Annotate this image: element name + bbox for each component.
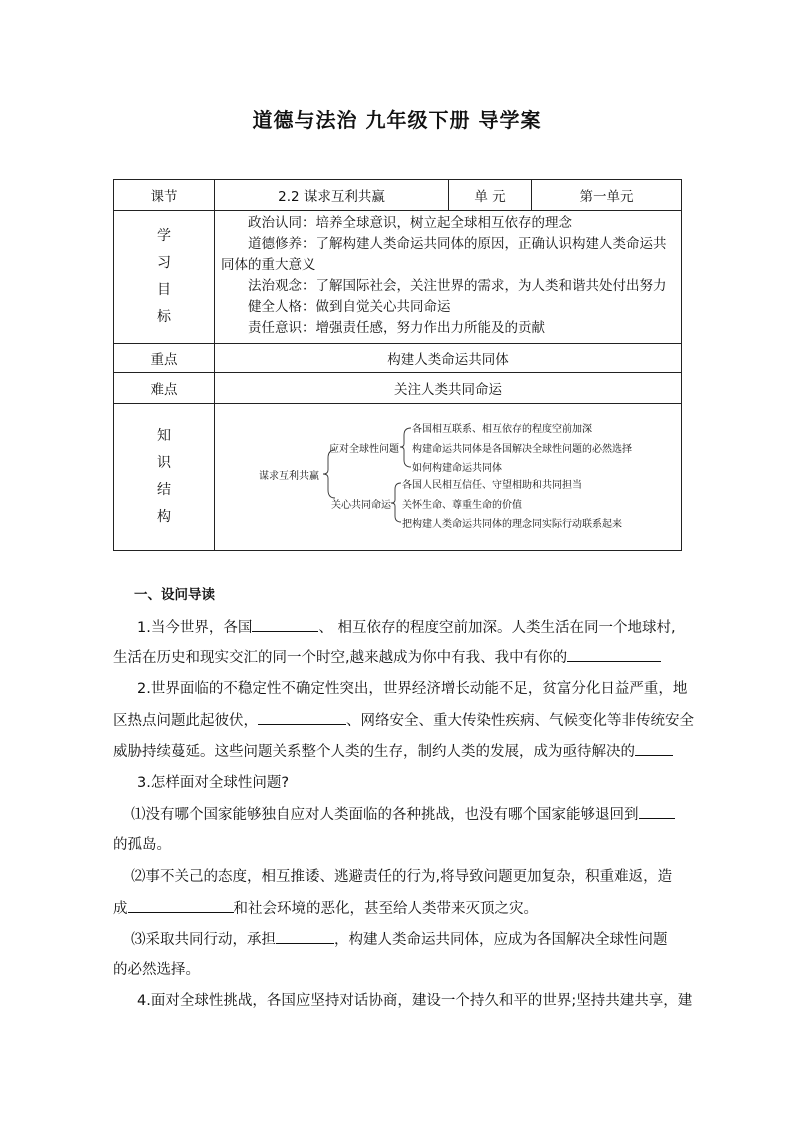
question-3-3-line-2: 的必然选择。 bbox=[113, 962, 200, 978]
branch-global-issues: 应对全球性问题 bbox=[329, 444, 399, 455]
goal-item: 政治认同：培养全球意识，树立起全球相互依存的理念 bbox=[248, 215, 572, 231]
difficulty-value: 关注人类共同命运 bbox=[215, 373, 682, 404]
answer-blank[interactable] bbox=[567, 647, 661, 662]
answer-blank[interactable] bbox=[128, 898, 234, 913]
unit-value: 第一单元 bbox=[532, 180, 682, 211]
document-title: 道德与法治 九年级下册 导学案 bbox=[252, 108, 542, 132]
lesson-value: 2.2 谋求互利共赢 bbox=[215, 180, 449, 211]
question-2-line-1: 2.世界面临的不稳定性不确定性突出，世界经济增长动能不足，贫富分化日益严重，地 bbox=[137, 681, 688, 697]
unit-label: 单 元 bbox=[449, 180, 532, 211]
lesson-label: 课节 bbox=[114, 180, 215, 211]
answer-blank[interactable] bbox=[276, 929, 334, 944]
question-3-3-line-1: ⑶采取共同行动，承担 ，构建人类命运共同体，应成为各国解决全球性问题 bbox=[131, 929, 699, 950]
question-3-2-line-1: ⑵事不关己的态度，相互推诿、逃避责任的行为,将导致问题更加复杂，积重难返，造 bbox=[131, 869, 673, 885]
goal-item: 道德修养：了解构建人类命运共同体的原因，正确认识构建人类命运共 bbox=[248, 236, 667, 252]
goal-item-continued: 同体的重大意义 bbox=[221, 257, 316, 273]
question-1-line-2: 生活在历史和现实交汇的同一个时空,越来越成为你中有我、我中有你的 bbox=[113, 647, 681, 668]
goal-item: 责任意识：增强责任感，努力作出力所能及的贡献 bbox=[248, 320, 545, 336]
root-node: 谋求互利共赢 bbox=[259, 471, 319, 482]
question-3-1-line-2: 的孤岛。 bbox=[113, 837, 171, 853]
branch2-item: 各国人民相互信任、守望相助和共同担当 bbox=[402, 480, 582, 491]
branch1-item: 如何构建命运共同体 bbox=[412, 463, 502, 474]
goal-item: 健全人格：做到自觉关心共同命运 bbox=[248, 299, 451, 315]
question-2-line-2: 区热点问题此起彼伏， 、网络安全、重大传染性疾病、气候变化等非传统安全 bbox=[113, 710, 681, 731]
answer-blank[interactable] bbox=[258, 710, 346, 725]
knowledge-structure-diagram bbox=[215, 404, 682, 551]
difficulty-label: 难点 bbox=[114, 373, 215, 404]
question-2-line-3: 威胁持续蔓延。这些问题关系整个人类的生存，制约人类的发展，成为亟待解决的 bbox=[113, 741, 681, 762]
question-3-1-line-1: ⑴没有哪个国家能够独自应对人类面临的各种挑战，也没有哪个国家能够退回到 bbox=[131, 804, 699, 825]
branch2-item: 把构建人类命运共同体的理念同实际行动联系起来 bbox=[402, 519, 622, 530]
branch1-item: 各国相互联系、相互依存的程度空前加深 bbox=[412, 424, 592, 435]
goals-label: 学 习 目 标 bbox=[114, 211, 215, 344]
key-point-label: 重点 bbox=[114, 344, 215, 373]
answer-blank[interactable] bbox=[635, 741, 673, 756]
question-1-line-1: 1.当今世界，各国 、 相互依存的程度空前加深。人类生活在同一个地球村, bbox=[137, 617, 705, 638]
question-3-2-line-2: 成 和社会环境的恶化，甚至给人类带来灭顶之灾。 bbox=[113, 898, 681, 919]
branch2-item: 关怀生命、尊重生命的价值 bbox=[402, 500, 522, 511]
branch1-item: 构建命运共同体是各国解决全球性问题的必然选择 bbox=[412, 444, 632, 455]
knowledge-structure-label: 知 识 结 构 bbox=[114, 404, 215, 551]
question-3: 3.怎样面对全球性问题? bbox=[137, 775, 290, 791]
key-point-value: 构建人类命运共同体 bbox=[215, 344, 682, 373]
branch-common-destiny: 关心共同命运 bbox=[331, 500, 391, 511]
goal-item: 法治观念：了解国际社会，关注世界的需求，为人类和谐共处付出努力 bbox=[248, 278, 667, 294]
lesson-info-table bbox=[113, 179, 682, 551]
section-title: 一、设问导读 bbox=[134, 587, 215, 603]
learning-goals bbox=[215, 211, 682, 344]
question-4-line-1: 4.面对全球性挑战，各国应坚持对话协商，建设一个持久和平的世界;坚持共建共享，建 bbox=[137, 993, 693, 1009]
answer-blank[interactable] bbox=[252, 617, 318, 632]
answer-blank[interactable] bbox=[639, 804, 675, 819]
